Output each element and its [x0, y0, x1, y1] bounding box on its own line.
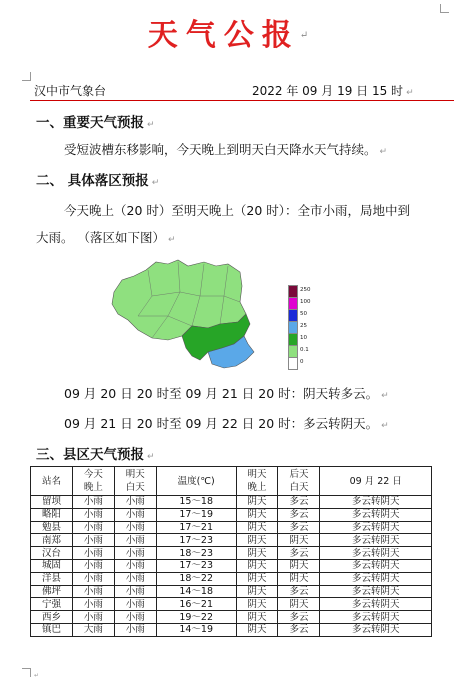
table-cell: 小雨 — [72, 572, 114, 585]
section-2-body-line2: 大雨。 （落区如下图） ↵ — [36, 230, 176, 245]
table-cell: 多云转阴天 — [320, 547, 432, 560]
table-cell: 阴天 — [236, 585, 278, 598]
table-cell: 小雨 — [72, 534, 114, 547]
table-header-cell: 今天 晚上 — [72, 467, 114, 496]
county-forecast-table — [30, 466, 432, 637]
table-cell: 阴天 — [236, 572, 278, 585]
table-cell: 留坝 — [31, 496, 73, 509]
table-cell: 小雨 — [72, 559, 114, 572]
table-cell: 小雨 — [72, 496, 114, 509]
table-cell: 多云转阴天 — [320, 521, 432, 534]
table-cell: 多云转阴天 — [320, 611, 432, 624]
table-header-cell: 明天 晚上 — [236, 467, 278, 496]
table-cell: 阴天 — [278, 534, 320, 547]
table-cell: 小雨 — [114, 572, 156, 585]
table-cell: 阴天 — [236, 559, 278, 572]
table-row — [31, 559, 432, 572]
header-office: 汉中市气象台 — [34, 84, 107, 98]
table-cell: 小雨 — [114, 496, 156, 509]
table-cell: 阴天 — [236, 623, 278, 636]
table-cell: 阴天 — [236, 521, 278, 534]
table-cell: 洋县 — [31, 572, 73, 585]
table-header-cell: 明天 白天 — [114, 467, 156, 496]
legend-swatch — [288, 357, 298, 370]
table-row — [31, 508, 432, 521]
table-header-cell: 09 月 22 日 — [320, 467, 432, 496]
table-header-cell: 温度(℃) — [156, 467, 236, 496]
table-cell: 阴天 — [236, 534, 278, 547]
table-cell: 小雨 — [114, 521, 156, 534]
legend-label: 50 — [300, 311, 307, 317]
table-cell: 18～23 — [156, 547, 236, 560]
section-1-body: 受短波槽东移影响，今天晚上到明天白天降水天气持续。 ↵ — [64, 142, 388, 157]
table-cell: 14～18 — [156, 585, 236, 598]
table-cell: 多云 — [278, 496, 320, 509]
table-cell: 城固 — [31, 559, 73, 572]
table-cell: 小雨 — [114, 534, 156, 547]
table-header-row — [31, 467, 432, 496]
header-rule — [30, 100, 454, 101]
table-cell: 小雨 — [72, 598, 114, 611]
table-row — [31, 547, 432, 560]
table-row — [31, 585, 432, 598]
legend-label: 0 — [300, 359, 304, 365]
forecast-period-1: 09 月 20 日 20 时至 09 月 21 日 20 时：阴天转多云。 ↵ — [64, 386, 389, 401]
table-cell: 小雨 — [114, 585, 156, 598]
table-cell: 小雨 — [114, 623, 156, 636]
page-corner-mark — [440, 4, 449, 13]
table-row — [31, 572, 432, 585]
table-cell: 略阳 — [31, 508, 73, 521]
table-cell: 佛坪 — [31, 585, 73, 598]
precipitation-map — [108, 256, 288, 376]
table-cell: 阴天 — [236, 496, 278, 509]
legend-label: 25 — [300, 323, 307, 329]
table-cell: 多云转阴天 — [320, 508, 432, 521]
table-cell: 多云转阴天 — [320, 496, 432, 509]
table-cell: 小雨 — [72, 611, 114, 624]
table-row — [31, 496, 432, 509]
table-cell: 小雨 — [114, 598, 156, 611]
table-cell: 17～23 — [156, 559, 236, 572]
table-cell: 阴天 — [236, 508, 278, 521]
section-heading-2: 二、 具体落区预报 ↵ — [36, 173, 160, 189]
table-cell: 小雨 — [114, 611, 156, 624]
table-row — [31, 623, 432, 636]
table-cell: 14～19 — [156, 623, 236, 636]
table-cell: 多云 — [278, 547, 320, 560]
table-cell: 小雨 — [72, 585, 114, 598]
header-datetime: 2022 年 09 月 19 日 15 时 ↵ — [252, 84, 414, 98]
document-title: 天气公报↵ — [147, 18, 309, 53]
page-corner-mark — [22, 72, 31, 81]
table-cell: 16～21 — [156, 598, 236, 611]
page-corner-mark — [22, 668, 31, 677]
table-cell: 多云转阴天 — [320, 598, 432, 611]
section-heading-1: 一、重要天气预报 ↵ — [36, 115, 155, 131]
table-cell: 阴天 — [236, 598, 278, 611]
table-cell: 小雨 — [72, 547, 114, 560]
table-header-cell: 站名 — [31, 467, 73, 496]
table-cell: 多云 — [278, 508, 320, 521]
table-cell: 多云 — [278, 585, 320, 598]
table-cell: 南郑 — [31, 534, 73, 547]
legend-label: 10 — [300, 335, 307, 341]
table-cell: 阴天 — [236, 611, 278, 624]
table-cell: 阴天 — [278, 598, 320, 611]
table-cell: 多云转阴天 — [320, 585, 432, 598]
section-2-body-line1: 今天晚上（20 时）至明天晚上（20 时）：全市小雨，局地中到 — [64, 203, 411, 218]
table-cell: 小雨 — [114, 547, 156, 560]
legend-label: 0.1 — [300, 347, 309, 353]
table-cell: 多云转阴天 — [320, 534, 432, 547]
table-cell: 勉县 — [31, 521, 73, 534]
table-cell: 多云转阴天 — [320, 572, 432, 585]
table-row — [31, 534, 432, 547]
table-cell: 17～23 — [156, 534, 236, 547]
table-cell: 阴天 — [278, 559, 320, 572]
table-cell: 多云转阴天 — [320, 623, 432, 636]
table-header-cell: 后天 白天 — [278, 467, 320, 496]
table-cell: 小雨 — [72, 521, 114, 534]
table-row — [31, 611, 432, 624]
table-cell: 多云 — [278, 521, 320, 534]
table-cell: 阴天 — [236, 547, 278, 560]
table-cell: 大雨 — [72, 623, 114, 636]
legend-label: 100 — [300, 299, 311, 305]
table-cell: 宁强 — [31, 598, 73, 611]
table-cell: 阴天 — [278, 572, 320, 585]
table-cell: 15～18 — [156, 496, 236, 509]
table-row — [31, 598, 432, 611]
table-cell: 小雨 — [114, 559, 156, 572]
table-cell: 多云 — [278, 623, 320, 636]
table-cell: 多云 — [278, 611, 320, 624]
table-cell: 17～21 — [156, 521, 236, 534]
table-cell: 镇巴 — [31, 623, 73, 636]
legend-label: 250 — [300, 287, 311, 293]
end-mark: ↵ — [34, 672, 40, 679]
section-heading-3: 三、县区天气预报 ↵ — [36, 447, 155, 463]
table-cell: 18～22 — [156, 572, 236, 585]
table-cell: 西乡 — [31, 611, 73, 624]
table-cell: 17～19 — [156, 508, 236, 521]
table-cell: 小雨 — [72, 508, 114, 521]
table-row — [31, 521, 432, 534]
table-cell: 汉台 — [31, 547, 73, 560]
table-cell: 19～22 — [156, 611, 236, 624]
table-cell: 小雨 — [114, 508, 156, 521]
table-cell: 多云转阴天 — [320, 559, 432, 572]
forecast-period-2: 09 月 21 日 20 时至 09 月 22 日 20 时：多云转阴天。 ↵ — [64, 416, 389, 431]
